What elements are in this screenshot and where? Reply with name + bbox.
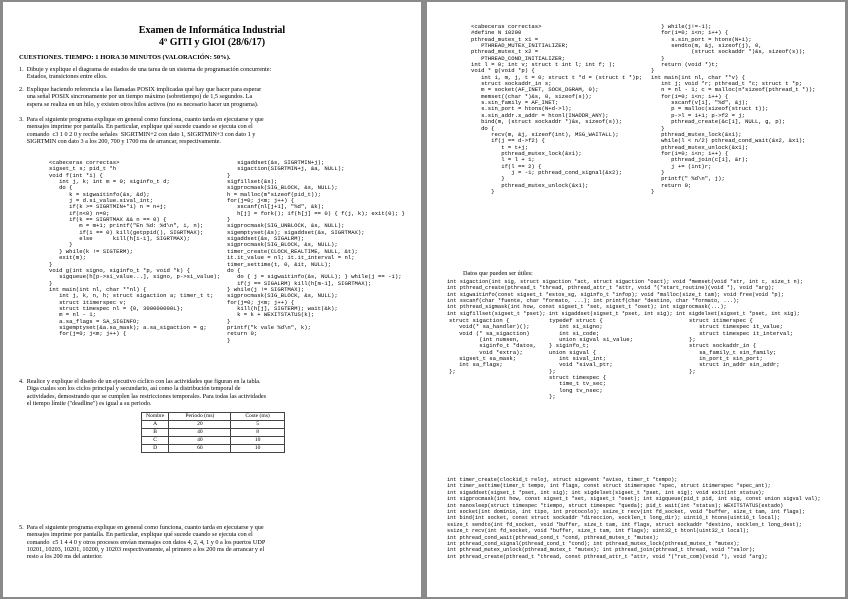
exam-page-2 — [427, 2, 845, 597]
prototypes-block-1: int sigaction(int sig, struct sigaction *act, struct sigaction *oact); void *memset(void *str, int c, size_t n); int pthread_create(pthread_t *thread, pthread_attr_t *attr, void *(*start_routine)(void *), void *arg); int sigwaitinfo(const sigset_t *estos_sg, siginfo_t *infop); void *malloc(size_t tam); void free(void *p); int sscanf(char *fuente, char *formato, ...); int printf(char *destino, char *formato, ...); int pthread_sigmask(int how, const sigset_t *set, sigset_t *oset); int sigprocmask(...); int sigfillset(sigset_t *pset); int sigaddset(sigset_t *pset, int sig); int sigdelset(sigset_t *pset, int sig); — [447, 279, 804, 317]
useful-data-title: Datos que pueden ser útiles: — [463, 270, 533, 277]
table-cell: A — [142, 421, 169, 429]
table-cell: C — [142, 437, 169, 445]
table-row — [142, 445, 285, 453]
table-cell: D — [142, 445, 169, 453]
table-row — [142, 421, 285, 429]
table-cell: 10 — [231, 437, 284, 445]
table-cell: 60 — [169, 445, 231, 453]
table-cell: 8 — [231, 429, 284, 437]
question-5: 5. Para el siguiente programa explique en general como funciona, cuanto tarda en ejecutarse y que mensajes imprime por pantalla. En particular, explique qué sucede cuando se ejecuta con el comando c5 1 4 4 0 y otros procesos envían mensajes con datos 4, 2, 4, 1 y 0 a los puertos UDP 10201, 10203, 10201, 10200, y 10203 respectivamente, al primero a los 200 ms de arrancar y el resto a los 200 ms del anterior. — [19, 524, 266, 561]
struct-sigaction: struct sigaction { void(* sa_handler)(); void (* sa_sigaction) (int numsen, siginfo_t *datos, void *extra); sigset_t sa_mask; int sa_flags; }; — [449, 317, 537, 375]
exam-title: Examen de Informática Industrial — [138, 25, 286, 36]
col-header-coste: Coste (ms) — [231, 413, 284, 421]
prototypes-block-2: int timer_create(clockid_t reloj, struct sigevent *aviso, timer_t *tempo); int timer_settime(timer_t tempo, int flags, const struct itimerspec *spec, struct itimerspec *spec_ant); int sigaddset(sigset_t *pset, int sig); int sigdelset(sigset_t *pset, int sig); void exit(int status); int sigprocmask(int how, const sigset_t *set, sigset_t *oset); int sigqueue(pid_t pid, int sig, const union sigval val); int nanosleep(struct timespec *tiempo, struct timespec *queda); pid_t wait(int *status); WEXITSTATUS(estado) int socket(int dominio, int tipo, int protocolo); ssize_t recv(int fd_socket, void *buffer, size_t tam, int flags); int bind(int socket, const struct sockaddr *direccion, socklen_t long_dir); uint16_t htons(uint16_t local); ssize_t sendto(int fd_socket, void *buffer, size_t tam, int flags, struct sockaddr *destino, socklen_t long_dest); ssize_t recv(int fd_socket, void *buffer, size_t tam, int flags); uint32_t htonl(uint32_t local); int pthread_cond_wait(pthread_cond_t *cond, pthread_mutex_t *mutex); int pthread_cond_signal(pthread_cond_t *cond); int pthread_mutex_lock(pthread_mutex_t *mutex); int pthread_mutex_unlock(pthread_mutex_t *mutex); int pthread_join(pthread_t thread, void **valor); int pthread_create(pthread_t *thread, const pthread_attr_t *attr, void *(*rut_com)(void *), void *arg); — [447, 477, 821, 560]
table-row — [142, 429, 285, 437]
table-header-row — [142, 413, 285, 421]
question-1: 1. Dibuje y explique el diagrama de estados de una tarea de un sistema de programación concurrente: Estados, transiciones entre ellos. — [19, 66, 272, 81]
col-header-nombre: Nombre — [142, 413, 169, 421]
question-3: 3. Para el siguiente programa explique en general como funciona, cuanto tarda en ejecutarse y que mensajes imprime por pantalla. En particular, explique qué sucede cuando se ejecuta con el comando c3 1 0 2 0 y recibe señales SIGRTMIN+2 con dato 1, SIGRTMIN+3 con dato 1 y SIGRTMIN con dato 3 a los 200, 700 y 1700 ms de arrancar, respectivamente. — [19, 116, 264, 145]
struct-siginfo: typedef struct { int si_signo; int si_code; union sigval si_value; } siginfo_t; union sigval { int sival_int; void *sival_ptr; }; struct timespec { time_t tv_sec; long tv_nsec; }; — [549, 317, 633, 401]
table-row — [142, 437, 285, 445]
table-cell: 5 — [231, 421, 284, 429]
q5-code-left: <cabeceras correctas> #define N 10200 pthread_mutex_t x1 = PTHREAD_MUTEX_INITIALIZER; pthread_mutex_t x2 = PTHREAD_COND_INITIALIZER; int l = 0; int v; struct t int l; int f; ); void * g(void *p) { int i, m, j, t = 0; struct t *d = (struct t *)p; struct sockaddr_in s; m = socket(AF_INET, SOCK_DGRAM, 0); memset((char *)&s, 0, sizeof(s)); s.sin_family = AF_INET; s.sin_port = htons(N+d->l); s.sin_addr.s_addr = htonl(INADDR_ANY); bind(m, (struct sockaddr *)&s, sizeof(s)); do { recv(m, &j, sizeof(int), MSG_WAITALL); if(j == d->f2) { t = t+j; pthread_mutex_lock(&x1); l = l + 1; if(l == 2) { j = -1; pthread_cond_signal(&x2); } pthread_mutex_unlock(&x1); } — [471, 23, 643, 195]
exam-page-1 — [3, 2, 421, 597]
table-cell: 40 — [169, 429, 231, 437]
col-header-periodo: Periodo (ms) — [169, 413, 231, 421]
question-4: 4. Realice y explique el diseño de un ejecutivo cíclico con las actividades que figuran en la tabla. Diga cuales son los ciclos principal y secundario, así como la distribución temporal de actividades, demostrando que se cumplen las restricciones temporales. Para todas las actividades el tiempo límite ("deadline") es igual a su periodo. — [19, 378, 267, 407]
table-cell: 20 — [169, 421, 231, 429]
table-cell: B — [142, 429, 169, 437]
question-2: 2. Explique haciendo referencia a las llamadas POSIX implicadas qué hay que hacer para esperar una señal POSIX sincronamente por un tiempo máximo (sobretiempo) de 1,5 segundos. La espera se realiza en un hilo, y existen otros hilos activos (no es necesario hacer un programa). — [19, 86, 262, 108]
activities-table — [141, 412, 285, 453]
exam-subtitle: 4º GITI y GIOI (28/6/17) — [158, 37, 266, 48]
table-cell: 40 — [169, 437, 231, 445]
struct-itimerspec: struct itimerspec { struct timespec it_value; struct timespec it_interval; }; struct sockaddr_in { sa_family_t sin_family; in_port_t sin_port; struct in_addr sin_addr; }; — [689, 317, 794, 375]
q3-code-left: <cabeceras correctas> sigset_t s; pid_t *h void f(int *i) { int j, k; int m = 0; siginfo_t d; do { k = sigwaitinfo(&s, &d); j = d.si_value.sival_int; if(k >= SIGRTMIN+*i) n = n+j; if(n<0) n=0; if(k == SIGRTMAX && n == 0) { m = m+1; printf("En %d: %d\n", i, n); if(i == 0) kill(getppid(), SIGRTMAX); else kill(h[i-1], SIGRTMAX); } } while(k != SIGTERM); exit(m); } void g(int signo, siginfo_t *p, void *k) { sigqueue(h[p->si_value...], signo, p->si_value); } int main(int nl, char **nl) { int j, k, n, h; struct sigaction a; timer_t t; struct itimerspec v; struct timespec nl = {0, 300000000L}; m = nl - 1; a.sa_flags = SA_SIGINFO; sigemptyset(&a.sa_mask); a.sa_sigaction = g; for(j=0; j<m; j++) { — [49, 159, 221, 338]
instructions-line: CUESTIONES. TIEMPO: 1 HORA 30 MINUTOS (VALORACIÓN: 50%). — [19, 54, 231, 61]
q5-code-right: } while(j!=-1); for(i=0; i<n; i++) { s.sin_port = htons(N+i); sendto(m, &j, sizeof(j), 0, (struct sockaddr *)&s, sizeof(s)); } return (void *)t; } int main(int nl, char **v) { int j; void *r; pthread_t *c; struct t *p; n = nl - 1; c = malloc(n*sizeof(pthread_t *)); for(i=0; i<n; i++) { sscanf(v[i], "%d", &j); p = malloc(sizeof(struct t)); p->l = i+1; p->f2 = j; pthread_create(&c[i], NULL, g, p); } pthread_mutex_lock(&x1); while(l < n/2) pthread_cond_wait(&x2, &x1); pthread_mutex_unlock(&x1); for(i=0; i<n; i++) { pthread_join(c[i], &r); j += (int)r; } printf(" %d\n", j); return 0; } — [651, 23, 816, 195]
table-cell: 10 — [231, 445, 284, 453]
q3-code-right: sigaddset(&s, SIGRTMIN+j); sigaction(SIGRTMIN+j, &a, NULL); } sigfillset(&s); sigprocmask(SIG_BLOCK, &s, NULL); h = malloc(m*sizeof(pid_t)); for(j=0; j<m; j++) { sscanf(nl[j+1], "%d", &k); h[j] = fork(); if(h[j] == 0) { f(j, k); exit(0); } } sigprocmask(SIG_UNBLOCK, &s, NULL); sigemptyset(&s); sigaddset(&s, SIGRTMAX); sigaddset(&s, SIGALRM); sigprocmask(SIG_BLOCK, &s, NULL); timer_create(CLOCK_REALTIME, NULL, &t); it.it_value = nl; it.it_interval = nl; timer_settime(t, 0, &it, NULL); do { do { j = sigwaitinfo(&s, NULL); } while(j == -1); if(j == SIGALRM) kill(h[m-1], SIGRTMAX); } while(j != SIGRTMAX); sigprocmask(SIG_BLOCK, &s, NULL); for(j=0; j<m; j++) { kill(h[j], SIGTERM); wait(&k); k = k + WEXITSTATUS(k); } printf("k vale %d\n", k); return 0; } — [227, 159, 405, 344]
